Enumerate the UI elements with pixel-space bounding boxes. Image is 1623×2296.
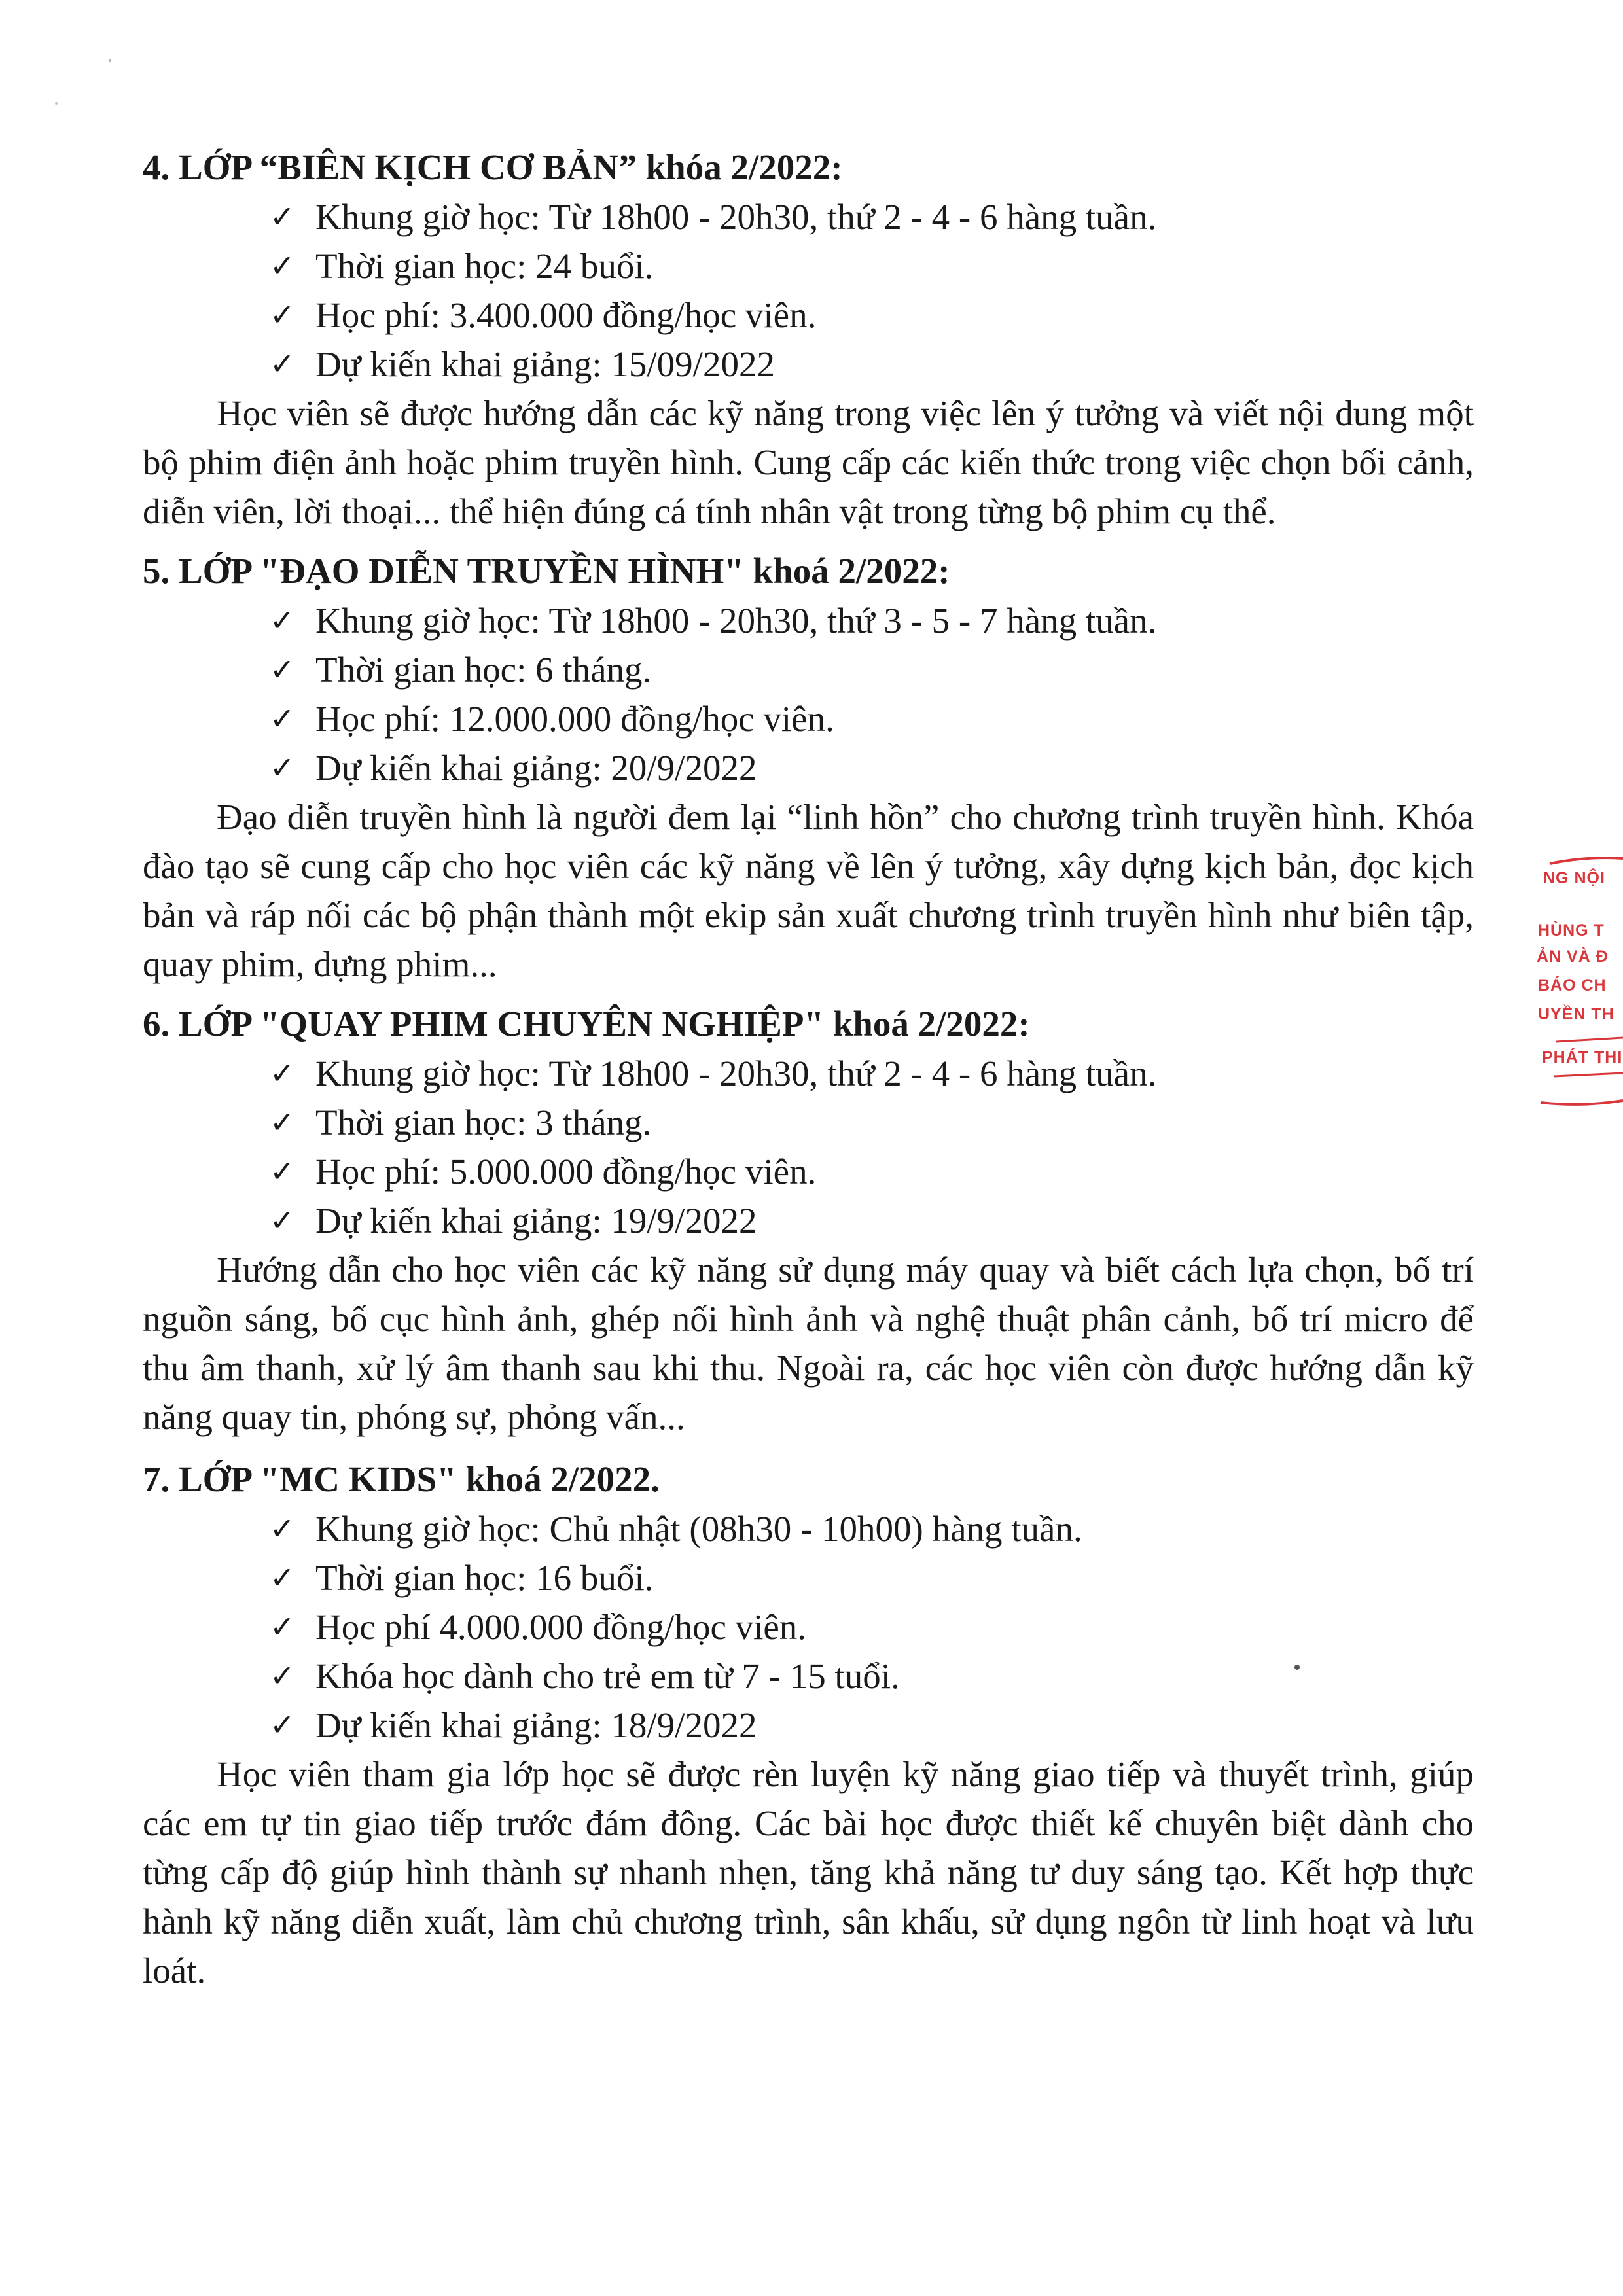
check-mark-icon: ✓	[270, 603, 295, 638]
course-detail-start-date: ✓ Dự kiến khai giảng: 15/09/2022	[143, 340, 1478, 389]
course-detail-duration: ✓ Thời gian học: 6 tháng.	[143, 645, 1478, 694]
course-detail-age: ✓ Khóa học dành cho trẻ em từ 7 - 15 tuổi.	[143, 1651, 1478, 1701]
course-details-list	[143, 1049, 1478, 1245]
check-mark-icon: ✓	[270, 1154, 295, 1189]
course-detail-duration: ✓ Thời gian học: 24 buổi.	[143, 241, 1478, 291]
document-body	[143, 143, 1478, 1999]
check-mark-icon: ✓	[270, 1609, 295, 1644]
course-section-camera	[143, 999, 1478, 1445]
course-detail-start-date: ✓ Dự kiến khai giảng: 20/9/2022	[143, 743, 1478, 792]
course-detail-fee: ✓ Học phí: 5.000.000 đồng/học viên.	[143, 1147, 1478, 1196]
check-mark-icon: ✓	[270, 1560, 295, 1595]
stamp-text: BÁO CH	[1538, 976, 1607, 995]
course-details-list	[143, 1504, 1478, 1750]
course-description: Học viên sẽ được hướng dẫn các kỹ năng trong việc lên ý tưởng và viết nội dung một bộ phim điện ảnh hoặc phim truyền hình. Cung cấp các kiến thức trong việc chọn bối cảnh, diễn viên, lời thoại... thể hiện đúng cá tính nhân vật trong từng bộ phim cụ thể.	[143, 393, 1474, 531]
check-mark-icon: ✓	[270, 652, 295, 687]
check-mark-icon: ✓	[270, 1203, 295, 1238]
stamp-text: UYỀN TH	[1538, 1005, 1614, 1023]
course-detail-fee: ✓ Học phí 4.000.000 đồng/học viên.	[143, 1602, 1478, 1651]
course-section-scriptwriting	[143, 143, 1478, 540]
course-detail-schedule: ✓ Khung giờ học: Từ 18h00 - 20h30, thứ 3 - 5 - 7 hàng tuần.	[143, 596, 1478, 645]
section-heading: 6. LỚP "QUAY PHIM CHUYÊN NGHIỆP" khoá 2/2022:	[143, 1004, 1030, 1044]
check-mark-icon: ✓	[270, 1055, 295, 1091]
course-detail-schedule: ✓ Khung giờ học: Chủ nhật (08h30 - 10h00) hàng tuần.	[143, 1504, 1478, 1553]
course-section-tv-directing	[143, 546, 1478, 993]
check-mark-icon: ✓	[270, 701, 295, 736]
course-detail-duration: ✓ Thời gian học: 16 buổi.	[143, 1553, 1478, 1602]
check-mark-icon: ✓	[270, 199, 295, 234]
course-detail-fee: ✓ Học phí: 12.000.000 đồng/học viên.	[143, 694, 1478, 743]
course-section-mc-kids	[143, 1455, 1478, 1999]
course-description: Đạo diễn truyền hình là người đem lại “linh hồn” cho chương trình truyền hình. Khóa đào tạo sẽ cung cấp cho học viên các kỹ năng về lên ý tưởng, xây dựng kịch bản, đọc kịch bản và ráp nối các bộ phận thành một ekip sản xuất chương trình truyền hình như biên tập, quay phim, dựng phim...	[143, 797, 1474, 984]
check-mark-icon: ✓	[270, 1658, 295, 1693]
stamp-text: HÙNG T	[1538, 921, 1605, 940]
section-heading: 5. LỚP "ĐẠO DIỄN TRUYỀN HÌNH" khoá 2/2022:	[143, 551, 950, 591]
course-detail-start-date: ✓ Dự kiến khai giảng: 18/9/2022	[143, 1701, 1478, 1750]
course-detail-schedule: ✓ Khung giờ học: Từ 18h00 - 20h30, thứ 2 - 4 - 6 hàng tuần.	[143, 1049, 1478, 1098]
check-mark-icon: ✓	[270, 1511, 295, 1546]
stamp-text: NG NỘI	[1543, 869, 1605, 887]
check-mark-icon: ✓	[270, 1104, 295, 1140]
check-mark-icon: ✓	[270, 750, 295, 785]
check-mark-icon: ✓	[270, 297, 295, 332]
section-heading: 7. LỚP "MC KIDS" khoá 2/2022.	[143, 1459, 660, 1499]
course-description: Học viên tham gia lớp học sẽ được rèn luyện kỹ năng giao tiếp và thuyết trình, giúp các em tự tin giao tiếp trước đám đông. Các bài học được thiết kế chuyên biệt dành cho từng cấp độ giúp hình thành sự nhanh nhẹn, tăng khả năng tư duy sáng tạo. Kết hợp thực hành kỹ năng diễn xuất, làm chủ chương trình, sân khấu, sử dụng ngôn từ linh hoạt và lưu loát.	[143, 1754, 1474, 1990]
course-detail-schedule: ✓ Khung giờ học: Từ 18h00 - 20h30, thứ 2 - 4 - 6 hàng tuần.	[143, 192, 1478, 241]
course-detail-duration: ✓ Thời gian học: 3 tháng.	[143, 1098, 1478, 1147]
stamp-text: ẢN VÀ Đ	[1537, 947, 1609, 966]
stamp-text: PHÁT THI	[1542, 1048, 1623, 1067]
official-stamp	[1530, 851, 1623, 1125]
course-details-list	[143, 192, 1478, 389]
course-detail-fee: ✓ Học phí: 3.400.000 đồng/học viên.	[143, 291, 1478, 340]
check-mark-icon: ✓	[270, 1707, 295, 1742]
course-description: Hướng dẫn cho học viên các kỹ năng sử dụng máy quay và biết cách lựa chọn, bố trí nguồn sáng, bố cục hình ảnh, ghép nối hình ảnh và nghệ thuật phân cảnh, bố trí micro để thu âm thanh, xử lý âm thanh sau khi thu. Ngoài ra, các học viên còn được hướng dẫn kỹ năng quay tin, phóng sự, phỏng vấn...	[143, 1250, 1474, 1437]
course-detail-start-date: ✓ Dự kiến khai giảng: 19/9/2022	[143, 1196, 1478, 1245]
check-mark-icon: ✓	[270, 346, 295, 381]
course-details-list	[143, 596, 1478, 792]
section-heading: 4. LỚP “BIÊN KỊCH CƠ BẢN” khóa 2/2022:	[143, 147, 843, 187]
check-mark-icon: ✓	[270, 248, 295, 283]
